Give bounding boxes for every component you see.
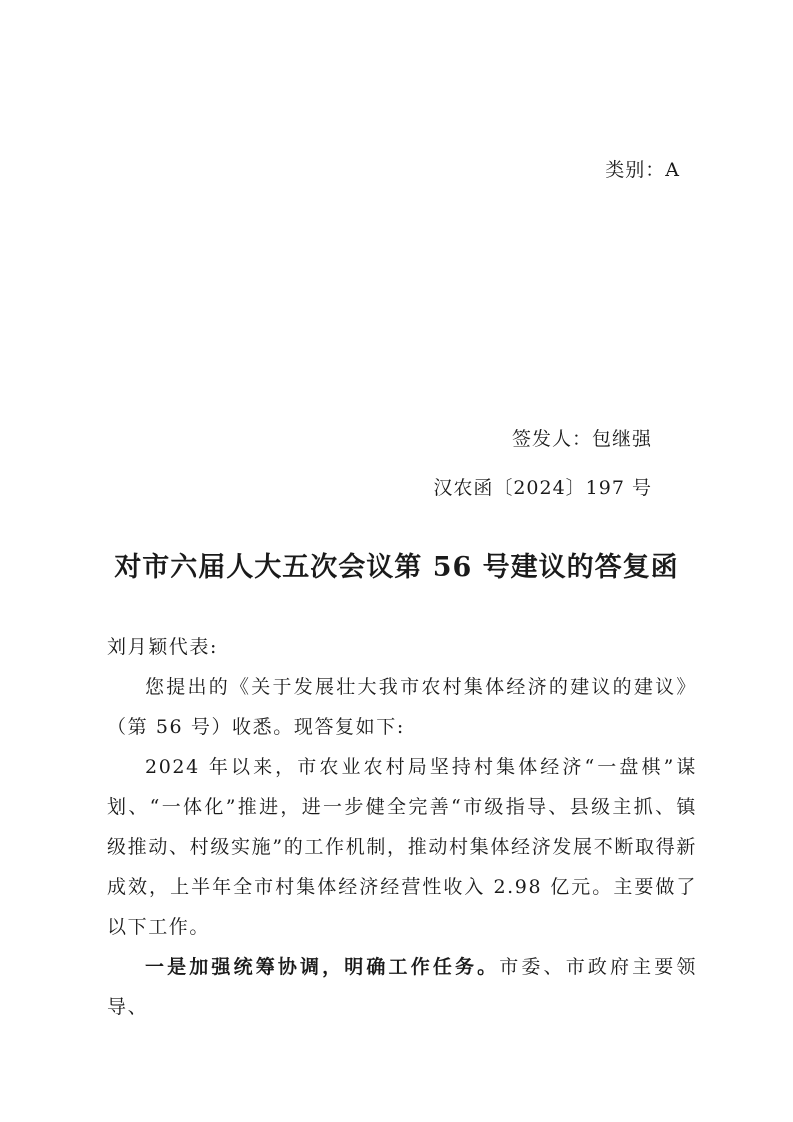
- signer-line: 签发人：包继强: [511, 428, 652, 450]
- document-body: [107, 627, 697, 1027]
- document-number: 汉农函〔2024〕197 号: [433, 477, 652, 499]
- paragraph-3: [107, 947, 697, 1027]
- document-title: 对市六届人大五次会议第 56 号建议的答复函: [114, 552, 679, 583]
- salutation: 刘月颖代表:: [107, 636, 219, 658]
- paragraph-1: 您提出的《关于发展壮大我市农村集体经济的建议的建议》（第 56 号）收悉。现答复如下:: [107, 676, 697, 738]
- paragraph-2: 2024 年以来，市农业农村局坚持村集体经济“一盘棋”谋划、“一体化”推进，进一步健全完善“市级指导、县级主抓、镇级推动、村级实施”的工作机制，推动村集体经济发展不断取得新成效，上半年全市村集体经济经营性收入 2.98 亿元。主要做了以下工作。: [107, 756, 697, 938]
- paragraph-3-text: 市委、市政府主要领导、: [107, 956, 697, 1018]
- document-category: 类别：A: [605, 159, 680, 181]
- paragraph-3-lead: 一是加强统筹协调，明确工作任务。: [145, 956, 500, 978]
